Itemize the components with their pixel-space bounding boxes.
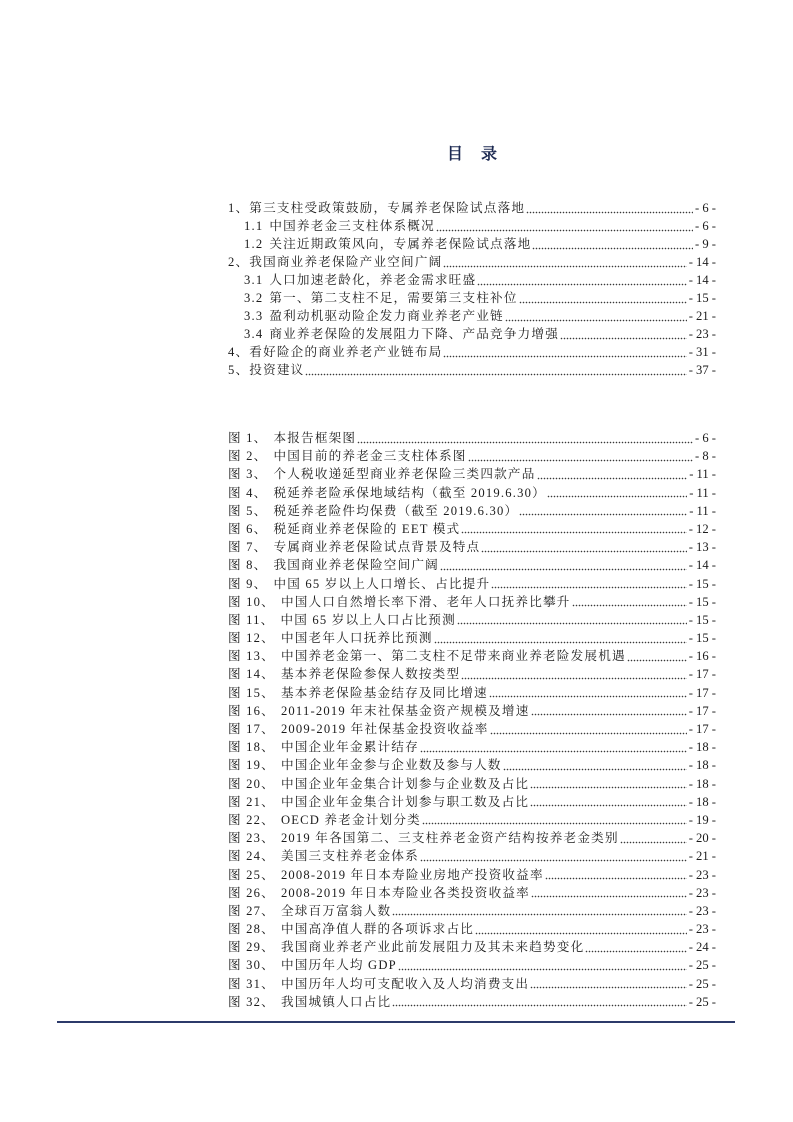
figure-title: 2009-2019 年社保基金投资收益率	[280, 722, 489, 736]
dot-leader	[420, 847, 687, 865]
figure-number: 图 3、	[228, 467, 268, 482]
figure-page: - 18 -	[688, 758, 716, 773]
figure-page: - 14 -	[688, 558, 716, 573]
toc-entry-page: - 15 -	[688, 291, 716, 305]
toc-entry-title: 我国商业养老保险产业空间广阔	[249, 255, 443, 269]
figure-title: 中国历年人均 GDP	[280, 958, 397, 973]
toc-title: 目 录	[446, 146, 504, 163]
dot-leader	[530, 793, 686, 811]
figure-number: 图 30、	[228, 958, 275, 973]
figure-page: - 17 -	[688, 685, 716, 700]
figure-number: 图 32、	[228, 994, 275, 1009]
figure-page: - 18 -	[688, 776, 716, 791]
figure-entry[interactable]	[228, 811, 716, 829]
figure-title: 税延养老险件均保费（截至 2019.6.30）	[273, 503, 519, 518]
figure-page: - 6 -	[695, 431, 716, 445]
toc-entry-page: - 23 -	[688, 327, 716, 341]
figure-page: - 19 -	[688, 812, 716, 827]
figure-number: 图 23、	[228, 831, 275, 846]
dot-leader	[545, 866, 687, 884]
toc-entry-number: 3.1	[244, 273, 264, 287]
figure-page: - 11 -	[689, 503, 716, 518]
toc-entry-page: - 31 -	[688, 345, 716, 359]
figure-entry[interactable]	[228, 684, 716, 702]
dot-leader	[620, 829, 687, 847]
figure-title: 全球百万富翁人数	[280, 903, 392, 918]
figure-page: - 11 -	[689, 485, 716, 500]
figure-page: - 17 -	[688, 667, 716, 682]
figure-title: 中国企业年金参与企业数及参与人数	[280, 758, 502, 773]
dot-leader	[481, 538, 686, 556]
figure-page: - 17 -	[688, 703, 716, 718]
dot-leader	[519, 502, 687, 520]
dot-leader	[505, 307, 687, 325]
figure-title: 中国目前的养老金三支柱体系图	[273, 449, 467, 464]
figure-entry[interactable]	[228, 629, 716, 647]
figure-number: 图 16、	[228, 703, 275, 718]
dot-leader	[531, 702, 687, 720]
figure-page: - 23 -	[688, 922, 716, 937]
figure-number: 图 18、	[228, 740, 275, 755]
figure-title: 本报告框架图	[273, 431, 357, 445]
figure-number: 图 21、	[228, 794, 275, 809]
figure-number: 图 17、	[228, 722, 275, 736]
dot-leader	[420, 738, 687, 756]
dot-leader	[434, 629, 687, 647]
figure-title: 中国 65 岁以上人口增长、占比提升	[273, 576, 491, 591]
toc-entry-title: 第三支柱受政策鼓励，专属养老保险试点落地	[249, 201, 526, 215]
toc-entry[interactable]	[228, 235, 716, 253]
dot-leader	[357, 429, 693, 447]
figure-entry[interactable]	[228, 993, 716, 1011]
table-of-contents	[228, 199, 716, 379]
figure-number: 图 11、	[228, 612, 275, 627]
toc-entry[interactable]	[228, 253, 716, 271]
figure-title: 税延商业养老保险的 EET 模式	[273, 521, 461, 536]
figure-entry[interactable]	[228, 611, 716, 629]
toc-entry[interactable]	[228, 343, 716, 361]
figure-number: 图 19、	[228, 758, 275, 773]
figure-number: 图 22、	[228, 812, 275, 827]
figure-title: 基本养老保险基金结存及同比增速	[280, 685, 488, 700]
figure-title: 中国 65 岁以上人口占比预测	[280, 612, 456, 627]
figure-title: 中国历年人均可支配收入及人均消费支出	[280, 976, 530, 991]
figure-entry[interactable]	[228, 829, 716, 847]
figure-entry[interactable]	[228, 884, 716, 902]
toc-entry-title: 关注近期政策风向，专属养老保险试点落地	[269, 237, 532, 251]
figure-number: 图 1、	[228, 431, 268, 445]
toc-entry-number: 1.1	[244, 219, 264, 233]
toc-entry-number: 3.4	[244, 327, 264, 341]
dot-leader	[585, 938, 686, 956]
figure-entry[interactable]	[228, 447, 716, 465]
figure-number: 图 13、	[228, 649, 275, 664]
dot-leader	[468, 447, 693, 465]
figure-entry[interactable]	[228, 738, 716, 756]
figure-page: - 25 -	[688, 958, 716, 973]
figure-entry[interactable]	[228, 920, 716, 938]
figure-number: 图 14、	[228, 667, 275, 682]
toc-entry-title: 盈利动机驱动险企发力商业养老产业链	[269, 309, 504, 323]
dot-leader	[532, 235, 693, 253]
figure-entry[interactable]	[228, 720, 716, 738]
toc-entry-title: 商业养老保险的发展阻力下降、产品竞争力增强	[269, 327, 560, 341]
figure-number: 图 6、	[228, 521, 268, 536]
toc-entry-page: - 14 -	[688, 255, 716, 269]
dot-leader	[443, 343, 686, 361]
figure-title: 中国养老金第一、第二支柱不足带来商业养老险发展机遇	[280, 649, 626, 664]
figure-number: 图 20、	[228, 776, 275, 791]
toc-entry-title: 投资建议	[249, 363, 305, 377]
figure-entry[interactable]	[228, 702, 716, 720]
dot-leader	[572, 593, 687, 611]
figure-number: 图 28、	[228, 922, 275, 937]
toc-entry-number: 4、	[228, 345, 250, 359]
figure-title: 专属商业养老保险试点背景及特点	[273, 540, 481, 555]
figure-number: 图 27、	[228, 903, 275, 918]
figure-entry[interactable]	[228, 866, 716, 884]
figure-entry[interactable]	[228, 575, 716, 593]
toc-entry-page: - 6 -	[695, 201, 716, 215]
figure-entry[interactable]	[228, 593, 716, 611]
dot-leader	[531, 884, 687, 902]
dot-leader	[436, 217, 693, 235]
toc-entry-number: 5、	[228, 363, 250, 377]
dot-leader	[526, 199, 693, 217]
figure-page: - 16 -	[688, 649, 716, 664]
figure-entry[interactable]	[228, 956, 716, 974]
figure-page: - 13 -	[688, 540, 716, 555]
figure-number: 图 2、	[228, 449, 268, 464]
figure-page: - 18 -	[688, 740, 716, 755]
figure-entry[interactable]	[228, 938, 716, 956]
dot-leader	[392, 993, 686, 1011]
toc-entry-number: 2、	[228, 255, 250, 269]
figure-number: 图 25、	[228, 867, 275, 882]
toc-entry-page: - 21 -	[688, 309, 716, 323]
figure-page: - 25 -	[688, 994, 716, 1009]
dot-leader	[422, 811, 687, 829]
figure-entry[interactable]	[228, 775, 716, 793]
dot-leader	[490, 720, 687, 738]
dot-leader	[530, 975, 686, 993]
figure-page: - 15 -	[688, 594, 716, 609]
figure-page: - 25 -	[688, 976, 716, 991]
figure-title: 中国人口自然增长率下滑、老年人口抚养比攀升	[280, 594, 571, 609]
figure-number: 图 9、	[228, 576, 268, 591]
toc-entry-page: - 9 -	[695, 237, 716, 251]
figure-entry[interactable]	[228, 520, 716, 538]
toc-entry[interactable]	[228, 361, 716, 379]
figure-title: 中国企业年金集合计划参与企业数及占比	[280, 776, 530, 791]
figure-page: - 15 -	[688, 631, 716, 646]
dot-leader	[547, 484, 687, 502]
figure-title: 中国老年人口抚养比预测	[280, 631, 433, 646]
dot-leader	[519, 289, 687, 307]
figure-page: - 23 -	[688, 885, 716, 900]
toc-entry[interactable]	[228, 289, 716, 307]
dot-leader	[475, 920, 687, 938]
figure-title: 中国企业年金累计结存	[280, 740, 419, 755]
figure-page: - 12 -	[688, 521, 716, 536]
figure-entry[interactable]	[228, 793, 716, 811]
figure-entry[interactable]	[228, 902, 716, 920]
figure-number: 图 31、	[228, 976, 275, 991]
figure-entry[interactable]	[228, 465, 716, 483]
figure-title: 2019 年各国第二、三支柱养老金资产结构按养老金类别	[280, 831, 619, 846]
toc-entry-number: 1.2	[244, 237, 264, 251]
toc-entry-page: - 14 -	[688, 273, 716, 287]
dot-leader	[461, 520, 686, 538]
figure-entry[interactable]	[228, 538, 716, 556]
figure-entry[interactable]	[228, 647, 716, 665]
figure-title: OECD 养老金计划分类	[280, 812, 421, 827]
toc-entry-title: 第一、第二支柱不足，需要第三支柱补位	[269, 291, 518, 305]
figure-title: 基本养老保险参保人数按类型	[280, 667, 461, 682]
toc-entry[interactable]	[228, 199, 716, 217]
dot-leader	[491, 575, 686, 593]
dot-leader	[440, 556, 687, 574]
figure-entry[interactable]	[228, 429, 716, 447]
figure-title: 我国商业养老产业此前发展阻力及其未来趋势变化	[280, 940, 585, 955]
figure-entry[interactable]	[228, 756, 716, 774]
figure-number: 图 4、	[228, 485, 268, 500]
figure-number: 图 10、	[228, 594, 275, 609]
toc-entry-number: 3.2	[244, 291, 264, 305]
dot-leader	[477, 271, 686, 289]
dot-leader	[489, 684, 687, 702]
figure-title: 个人税收递延型商业养老保险三类四款产品	[273, 467, 536, 482]
figure-number: 图 24、	[228, 849, 275, 864]
toc-entry-page: - 6 -	[695, 219, 716, 233]
dot-leader	[305, 361, 686, 379]
dot-leader	[457, 611, 687, 629]
figure-page: - 23 -	[688, 903, 716, 918]
figure-page: - 17 -	[688, 722, 716, 736]
figure-page: - 15 -	[688, 612, 716, 627]
toc-entry-page: - 37 -	[688, 363, 716, 377]
figure-page: - 21 -	[688, 849, 716, 864]
figure-title: 2008-2019 年日本寿险业房地产投资收益率	[280, 867, 544, 882]
figure-page: - 8 -	[695, 449, 716, 464]
dot-leader	[392, 902, 686, 920]
figure-page: - 23 -	[688, 867, 716, 882]
toc-entry-title: 中国养老金三支柱体系概况	[269, 219, 435, 233]
toc-entry[interactable]	[228, 325, 716, 343]
figure-title: 我国商业养老保险空间广阔	[273, 558, 439, 573]
figure-entry[interactable]	[228, 665, 716, 683]
figure-page: - 11 -	[689, 467, 716, 482]
figure-title: 中国企业年金集合计划参与职工数及占比	[280, 794, 530, 809]
toc-entry-number: 1、	[228, 201, 250, 215]
dot-leader	[537, 465, 688, 483]
figure-page: - 18 -	[688, 794, 716, 809]
dot-leader	[461, 665, 686, 683]
figure-title: 我国城镇人口占比	[280, 994, 392, 1009]
figure-title: 美国三支柱养老金体系	[280, 849, 419, 864]
figure-number: 图 15、	[228, 685, 275, 700]
figure-title: 2008-2019 年日本寿险业各类投资收益率	[280, 885, 530, 900]
figure-entry[interactable]	[228, 556, 716, 574]
figure-number: 图 5、	[228, 503, 268, 518]
dot-leader	[398, 956, 687, 974]
figure-number: 图 29、	[228, 940, 275, 955]
figure-title: 税延养老险承保地域结构（截至 2019.6.30）	[273, 485, 546, 500]
figure-entry[interactable]	[228, 484, 716, 502]
figure-page: - 24 -	[688, 940, 716, 955]
toc-entry-title: 看好险企的商业养老产业链布局	[249, 345, 443, 359]
toc-entry[interactable]	[228, 307, 716, 325]
figure-number: 图 8、	[228, 558, 268, 573]
figure-entry[interactable]	[228, 847, 716, 865]
list-of-figures	[228, 429, 716, 1011]
dot-leader	[530, 775, 686, 793]
figure-number: 图 12、	[228, 631, 275, 646]
dot-leader	[560, 325, 687, 343]
figure-title: 中国高净值人群的各项诉求占比	[280, 922, 475, 937]
dot-leader	[627, 647, 687, 665]
toc-entry-title: 人口加速老龄化，养老金需求旺盛	[269, 273, 477, 287]
figure-entry[interactable]	[228, 502, 716, 520]
dot-leader	[443, 253, 686, 271]
toc-entry-number: 3.3	[244, 309, 264, 323]
toc-entry[interactable]	[228, 271, 716, 289]
figure-number: 图 7、	[228, 540, 268, 555]
figure-number: 图 26、	[228, 885, 275, 900]
footer-divider	[57, 1021, 735, 1023]
figure-page: - 20 -	[688, 831, 716, 846]
figure-title: 2011-2019 年末社保基金资产规模及增速	[280, 703, 530, 718]
figure-entry[interactable]	[228, 975, 716, 993]
figure-page: - 15 -	[688, 576, 716, 591]
toc-entry[interactable]	[228, 217, 716, 235]
dot-leader	[503, 756, 687, 774]
